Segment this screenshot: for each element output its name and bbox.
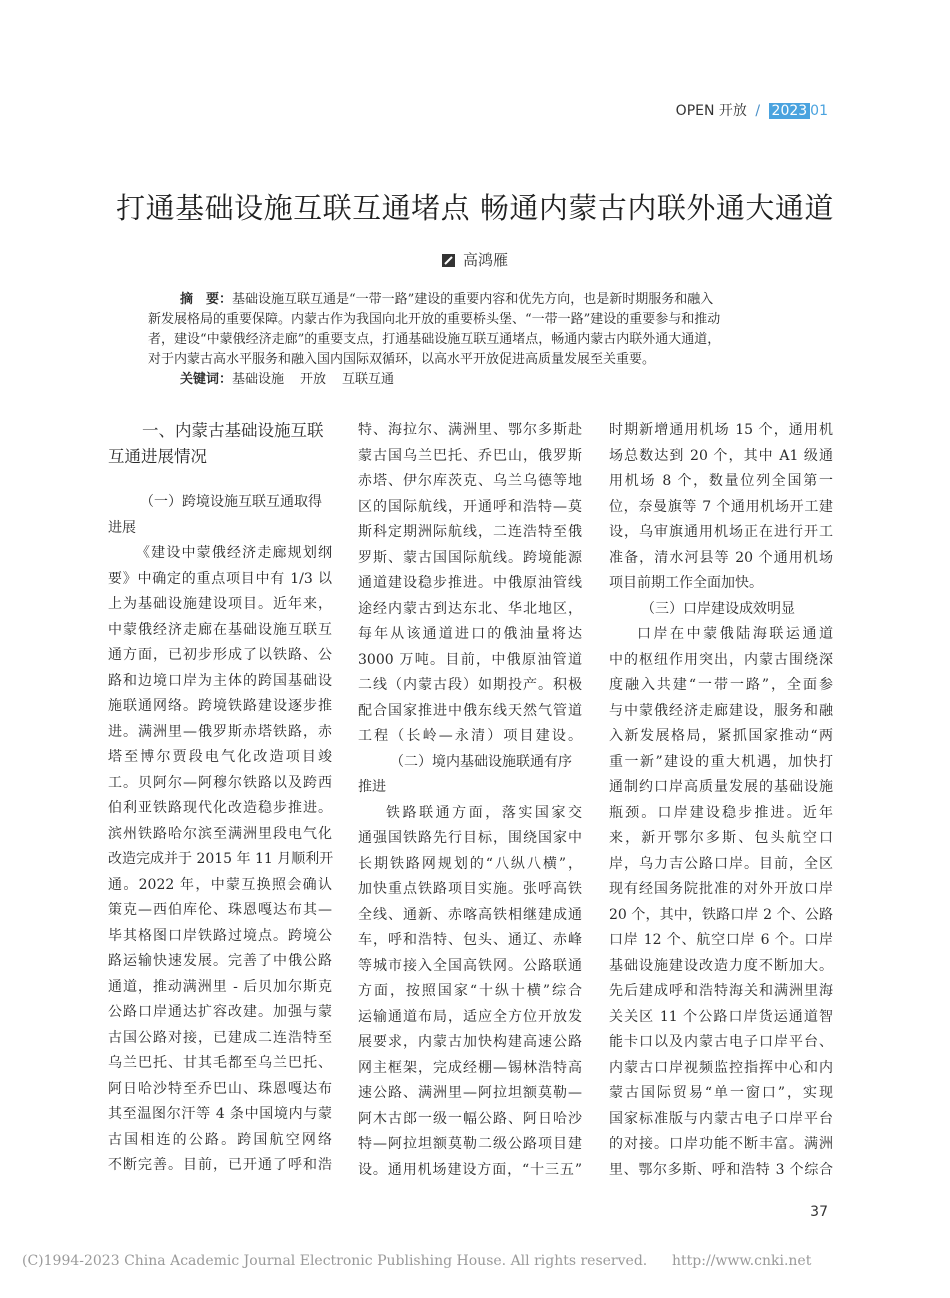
keyword: 互联互通 bbox=[342, 372, 395, 387]
copyright-text: (C)1994-2023 China Academic Journal Electronic Publishing House. All rights reserved. bbox=[22, 1253, 648, 1269]
text-line: 瓶颈。口岸建设稳步推进。近年 bbox=[609, 804, 833, 821]
text-line: 其至温图尔汗等 4 条中国境内与蒙 bbox=[108, 1106, 332, 1122]
text-line: 方面，按照国家“十纵十横”综合 bbox=[358, 983, 582, 999]
subheading-1-cont: 进展 bbox=[108, 519, 136, 536]
text-line: 通制约口岸高质量发展的基础设施 bbox=[609, 779, 833, 795]
text-line: 铁路联通方面，落实国家交 bbox=[386, 804, 582, 821]
text-line: 滨州铁路哈尔滨至满洲里段电气化 bbox=[108, 825, 332, 842]
text-line: 里、鄂尔多斯、呼和浩特 3 个综合 bbox=[609, 1161, 833, 1178]
text-line: 通方面，已初步形成了以铁路、公 bbox=[108, 647, 332, 663]
text-line: 进。满洲里—俄罗斯赤塔铁路，赤 bbox=[108, 723, 332, 740]
text-line: 通道建设稳步推进。中俄原油管线 bbox=[358, 575, 582, 591]
text-line: 与中蒙俄经济走廊建设，服务和融 bbox=[609, 702, 833, 719]
text-line: 斯科定期洲际航线，二连浩特至俄 bbox=[358, 524, 582, 540]
text-line: 路运输快速发展。完善了中俄公路 bbox=[108, 953, 332, 969]
text-line: 口岸在中蒙俄陆海联运通道 bbox=[637, 626, 833, 642]
text-line: 速公路、满洲里—阿拉坦额莫勒— bbox=[358, 1085, 582, 1101]
abstract-line: 基础设施互联互通是“一带一路”建设的重要内容和优先方向，也是新时期服务和融入 bbox=[232, 292, 714, 307]
column-2 bbox=[358, 418, 582, 1183]
text-line: 《建设中蒙俄经济走廊规划纲 bbox=[136, 545, 332, 561]
text-line: 乌兰巴托、甘其毛都至乌兰巴托、 bbox=[108, 1055, 332, 1071]
text-line: 中蒙俄经济走廊在基础设施互联互 bbox=[108, 621, 332, 638]
text-line: 能卡口以及内蒙古电子口岸平台、 bbox=[609, 1034, 833, 1050]
text-line: 赤塔、伊尔库茨克、乌兰乌德等地 bbox=[358, 473, 582, 489]
text-line: 口岸 12 个、航空口岸 6 个。口岸 bbox=[609, 932, 833, 948]
text-line: 公路口岸通达扩容改建。加强与蒙 bbox=[108, 1004, 332, 1020]
text-line: 重一新”建设的重大机遇，加快打 bbox=[609, 753, 833, 770]
keywords-line bbox=[148, 370, 798, 390]
text-line: 毕其格图口岸铁路过境点。跨境公 bbox=[108, 927, 332, 944]
text-line: 网主框架，完成经棚—锡林浩特高 bbox=[358, 1059, 582, 1076]
header-year: 2023 bbox=[769, 103, 811, 119]
heading-text: 互通进展情况 bbox=[108, 447, 207, 466]
text-line: 施联通网络。跨境铁路建设逐步推 bbox=[108, 698, 332, 714]
article-title: 打通基础设施互联互通堵点 畅通内蒙古内联外通大通道 bbox=[116, 191, 834, 225]
text-line: 度融入共建“一带一路”，全面参 bbox=[609, 677, 833, 693]
text-line: 每年从该通道进口的俄油量将达 bbox=[358, 626, 582, 642]
text-line: 区的国际航线，开通呼和浩特—莫 bbox=[358, 498, 582, 515]
footer bbox=[22, 1253, 942, 1269]
text-line: 罗斯、蒙古国国际航线。跨境能源 bbox=[358, 549, 582, 566]
text-line: 路和边境口岸为主体的跨国基础设 bbox=[108, 672, 332, 689]
text-line: 加快重点铁路项目实施。张呼高铁 bbox=[358, 881, 582, 897]
text-line: 工程（长岭—永清）项目建设。 bbox=[358, 728, 582, 744]
column-3 bbox=[609, 418, 833, 1183]
text-line: 运输通道布局，适应全方位开放发 bbox=[358, 1008, 582, 1025]
text-line: 蒙古国际贸易“单一窗口”，实现 bbox=[609, 1085, 833, 1101]
text-line: 的对接。口岸功能不断丰富。满洲 bbox=[609, 1136, 833, 1152]
text-line: 工。贝阿尔—阿穆尔铁路以及跨西 bbox=[108, 774, 332, 791]
abstract-label: 摘 要： bbox=[180, 292, 233, 307]
abstract-line: 新发展格局的重要保障。内蒙古作为我国向北开放的重要桥头堡、“一带一路”建设的重要参与和推动 bbox=[148, 312, 721, 327]
text-line: 全线、通新、赤喀高铁相继建成通 bbox=[358, 906, 582, 923]
subheading-3: （三）口岸建设成效明显 bbox=[641, 600, 795, 617]
text-line: 20 个，其中，铁路口岸 2 个、公路 bbox=[609, 906, 833, 923]
text-line: 场总数达到 20 个，其中 A1 级通 bbox=[609, 447, 833, 464]
keyword: 开放 bbox=[300, 372, 327, 387]
text-line: 古国公路对接，已建成二连浩特至 bbox=[108, 1029, 332, 1046]
page-number: 37 bbox=[810, 1204, 828, 1220]
text-line: 阿日哈沙特至乔巴山、珠恩嘎达布 bbox=[108, 1080, 332, 1097]
text-line: 中的枢纽作用突出，内蒙古围绕深 bbox=[609, 651, 833, 668]
text-line: 配合国家推进中俄东线天然气管道 bbox=[358, 702, 582, 719]
text-line: 先后建成呼和浩特海关和满洲里海 bbox=[609, 983, 833, 999]
text-line: 上为基础设施建设项目。近年来， bbox=[108, 596, 332, 612]
header-slash: / bbox=[755, 103, 761, 119]
column-3-body-a bbox=[609, 418, 833, 597]
subheading-2: （二）境内基础设施联通有序 bbox=[390, 753, 572, 770]
text-line: 阿木古郎一级一幅公路、阿日哈沙 bbox=[358, 1110, 582, 1127]
text-line: 展要求，内蒙古加快构建高速公路 bbox=[358, 1034, 582, 1050]
text-line: 途经内蒙古到达东北、华北地区， bbox=[358, 600, 582, 617]
text-line: 3000 万吨。目前，中俄原油管道 bbox=[358, 651, 582, 668]
text-line: 长期铁路网规划的“八纵八横”， bbox=[358, 855, 582, 872]
column-1 bbox=[108, 418, 332, 1179]
text-line: 入新发展格局，紧抓国家推动“两 bbox=[609, 728, 833, 744]
journal-header bbox=[676, 100, 828, 120]
text-line: 通道，推动满洲里 - 后贝加尔斯克 bbox=[108, 978, 332, 995]
text-line: 等城市接入全国高铁网。公路联通 bbox=[358, 957, 582, 974]
abstract bbox=[148, 290, 798, 390]
text-line: 项目前期工作全面加快。 bbox=[609, 575, 763, 591]
column-2-body-a bbox=[358, 418, 582, 750]
text-line: 内蒙古口岸视频监控指挥中心和内 bbox=[609, 1059, 833, 1076]
abstract-first-line bbox=[148, 290, 798, 310]
author-name: 高鸿雁 bbox=[462, 251, 508, 269]
text-line: 特、海拉尔、满洲里、鄂尔多斯赴 bbox=[358, 422, 582, 438]
text-line: 现有经国务院批准的对外开放口岸 bbox=[609, 881, 833, 897]
text-line: 设。通用机场建设方面，“十三五” bbox=[358, 1161, 582, 1178]
text-line: 蒙古国乌兰巴托、乔巴山，俄罗斯 bbox=[358, 447, 582, 464]
text-line: 准备，清水河县等 20 个通用机场 bbox=[609, 549, 833, 566]
text-line: 时期新增通用机场 15 个，通用机 bbox=[609, 422, 833, 438]
text-line: 塔至博尔贾段电气化改造项目竣 bbox=[108, 749, 332, 765]
column-3-body-b bbox=[609, 622, 833, 1183]
column-2-body-b bbox=[358, 801, 582, 1184]
text-line: 不断完善。目前，已开通了呼和浩 bbox=[108, 1157, 332, 1173]
text-line: 岸，乌力吉公路口岸。目前，全区 bbox=[609, 855, 833, 872]
subheading-1 bbox=[108, 490, 332, 516]
text-line: 用机场 8 个，数量位列全国第一 bbox=[609, 473, 833, 489]
column-1-body bbox=[108, 541, 332, 1179]
text-line: 国家标准版与内蒙古电子口岸平台 bbox=[609, 1110, 833, 1127]
header-issue: 01 bbox=[810, 103, 828, 119]
pen-icon bbox=[442, 254, 455, 267]
subheading-2-cont: 推进 bbox=[358, 779, 386, 795]
header-open: OPEN bbox=[675, 103, 715, 119]
text-line: 设，乌审旗通用机场正在进行开工 bbox=[609, 524, 833, 540]
footer-url: http://www.cnki.net bbox=[672, 1253, 812, 1269]
text-line: 位，奈曼旗等 7 个通用机场开工建 bbox=[609, 498, 833, 515]
text-line: 改造完成并于 2015 年 11 月顺利开 bbox=[108, 851, 334, 867]
text-line: 策克—西伯库伦、珠恩嘎达布其— bbox=[108, 902, 332, 918]
text-line: 通。2022 年，中蒙互换照会确认 bbox=[108, 876, 332, 893]
text-line: 伯利亚铁路现代化改造稳步推进。 bbox=[108, 800, 332, 816]
text-line: 古国相连的公路。跨国航空网络 bbox=[108, 1131, 332, 1148]
subheading-text: （一）跨境设施互联互通取得 bbox=[140, 494, 322, 510]
abstract-line: 者，建设“中蒙俄经济走廊”的重要支点，打通基础设施互联互通堵点，畅通内蒙古内联外通大通道， bbox=[148, 332, 721, 347]
text-line: 车，呼和浩特、包头、通辽、赤峰 bbox=[358, 932, 582, 948]
text-line: 特—阿拉坦额莫勒二级公路项目建 bbox=[358, 1136, 582, 1152]
section-heading-1 bbox=[108, 418, 332, 470]
text-line: 要》中确定的重点项目中有 1/3 以 bbox=[108, 570, 332, 587]
abstract-line: 对于内蒙古高水平服务和融入国内国际双循环，以高水平开放促进高质量发展至关重要。 bbox=[148, 352, 656, 367]
author-line bbox=[0, 249, 950, 270]
text-line: 通强国铁路先行目标，围绕国家中 bbox=[358, 830, 582, 846]
text-line: 二线（内蒙古段）如期投产。积极 bbox=[358, 677, 582, 693]
keyword: 基础设施 bbox=[232, 372, 285, 387]
text-line: 关关区 11 个公路口岸货运通道智 bbox=[609, 1008, 833, 1025]
header-open-cn: 开放 bbox=[718, 103, 747, 119]
text-line: 基础设施建设改造力度不断加大。 bbox=[609, 957, 833, 974]
text-line: 来，新开鄂尔多斯、包头航空口 bbox=[609, 830, 833, 846]
keywords-label: 关键词： bbox=[180, 372, 233, 387]
heading-text: 一、内蒙古基础设施互联 bbox=[142, 421, 324, 440]
